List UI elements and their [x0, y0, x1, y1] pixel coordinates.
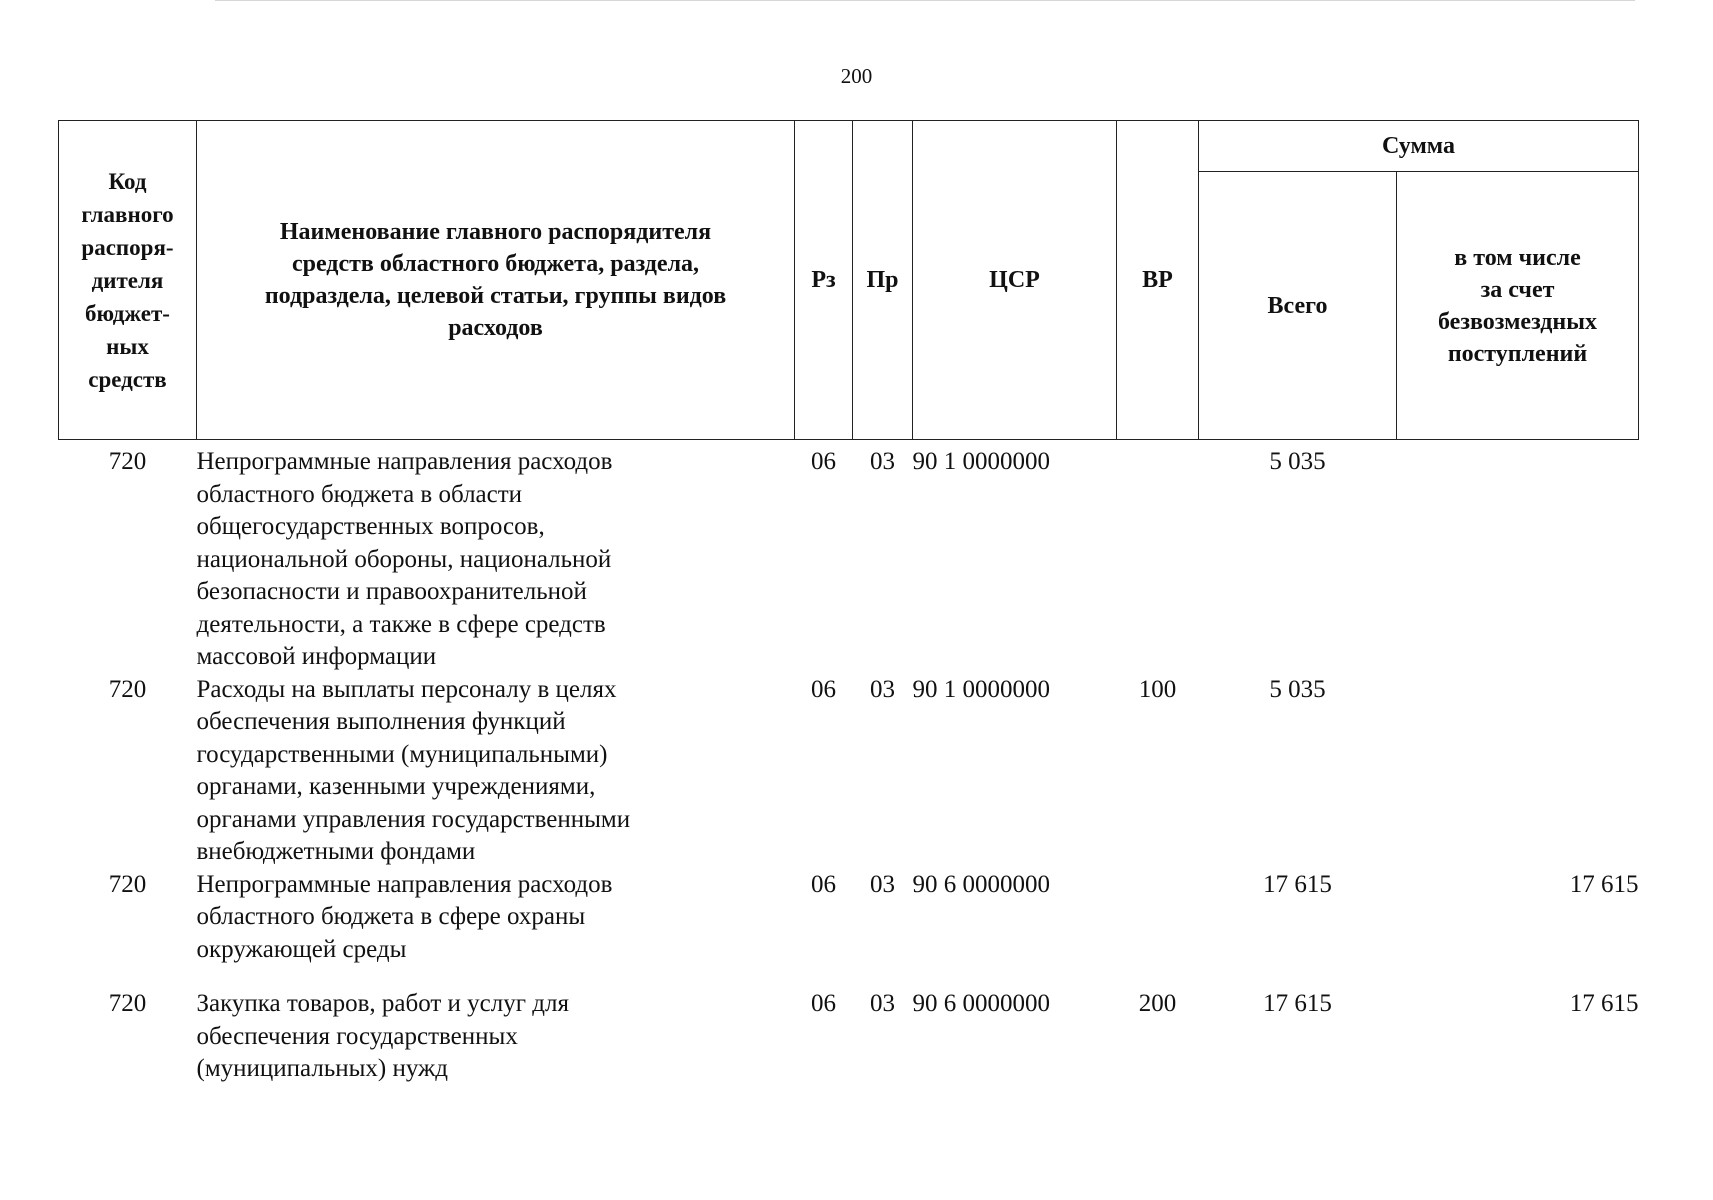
cell-free [1397, 440, 1639, 674]
cell-code: 720 [108, 675, 147, 703]
cell-free [1397, 674, 1639, 869]
cell-rz: 06 [811, 675, 836, 703]
table-row [59, 869, 1639, 967]
cell-name: Расходы на выплаты персоналу в целях обеспечения выполнения функций государственными (муниципальными) органами, казенными учреждениями, органами управления государственными внебюджетными фондами [196, 675, 631, 865]
header-name: Наименование главного распорядителя средств областного бюджета, раздела, подраздела, целевой статьи, группы видов расходов [197, 121, 795, 440]
cell-name: Непрограммные направления расходов областного бюджета в сфере охраны окружающей среды [196, 870, 613, 963]
header-code: Код главного распоря- дителя бюджет- ных средств [59, 121, 197, 440]
header-sum: Сумма [1199, 121, 1639, 172]
cell-code: 720 [108, 870, 147, 898]
table-row [59, 674, 1639, 869]
cell-csr: 90 1 0000000 [912, 675, 1050, 703]
scan-top-edge [215, 0, 1635, 1]
header-free: в том числе за счет безвозмездных поступлений [1397, 172, 1639, 440]
cell-rz: 06 [811, 870, 836, 898]
cell-free: 17 615 [1569, 870, 1639, 898]
cell-pr: 03 [870, 990, 895, 1017]
header-rz: Рз [795, 121, 853, 440]
cell-pr: 03 [870, 870, 895, 898]
cell-name: Непрограммные направления расходов областного бюджета в области общегосударственных вопросов, национальной обороны, национальной безопасности и правоохранительной деятельности, а также в сфере средств массовой информации [196, 448, 613, 670]
cell-code: 720 [108, 990, 147, 1017]
cell-total: 17 615 [1263, 990, 1332, 1017]
cell-vr: 200 [1138, 990, 1177, 1017]
page-number: 200 [840, 64, 873, 88]
cell-vr [1117, 869, 1199, 967]
header-pr: Пр [853, 121, 913, 440]
header-vr: ВР [1117, 121, 1199, 440]
cell-csr: 90 1 0000000 [912, 448, 1050, 475]
cell-pr: 03 [870, 675, 895, 703]
header-total: Всего [1199, 172, 1397, 440]
cell-total: 5 035 [1269, 675, 1326, 703]
cell-total: 5 035 [1269, 448, 1326, 475]
table-header [59, 121, 1639, 440]
cell-csr: 90 6 0000000 [912, 990, 1050, 1017]
table-body [59, 440, 1639, 1086]
cell-csr: 90 6 0000000 [912, 870, 1050, 898]
header-csr: ЦСР [913, 121, 1117, 440]
cell-vr [1117, 440, 1199, 674]
cell-rz: 06 [811, 990, 836, 1017]
cell-free: 17 615 [1569, 990, 1639, 1017]
budget-table [58, 120, 1639, 1086]
cell-vr: 100 [1138, 675, 1177, 703]
cell-pr: 03 [870, 448, 895, 475]
table-row [59, 966, 1639, 1086]
table-row [59, 440, 1639, 674]
cell-total: 17 615 [1263, 870, 1332, 898]
cell-rz: 06 [811, 448, 836, 475]
cell-code: 720 [108, 448, 147, 475]
cell-name: Закупка товаров, работ и услуг для обеспечения государственных (муниципальных) нужд [196, 990, 569, 1082]
